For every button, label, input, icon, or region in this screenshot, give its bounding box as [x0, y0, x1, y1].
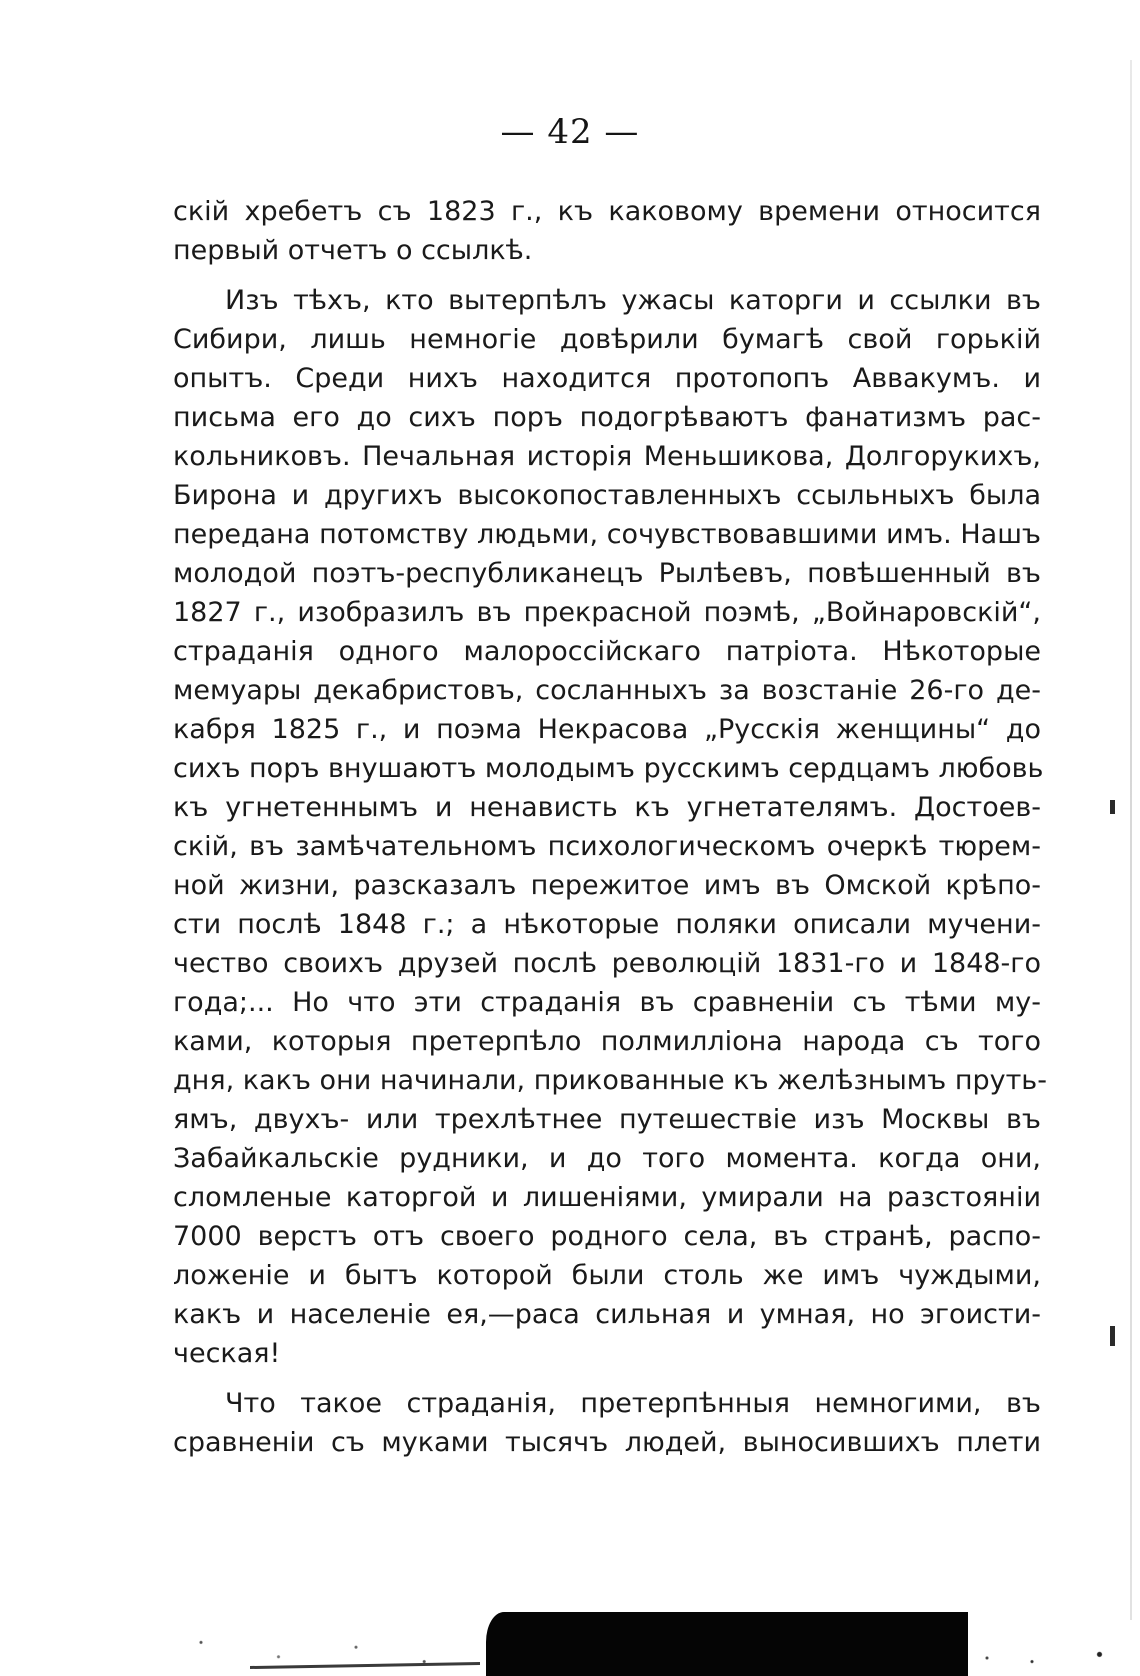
- text-line: опытъ. Среди нихъ находится протопопъ Аввакумъ. и: [173, 363, 1041, 394]
- text-line: сломленые каторгой и лишеніями, умирали на разстояніи: [173, 1182, 1041, 1213]
- text-line: сравненіи съ муками тысячъ людей, выносившихъ плети: [173, 1427, 1041, 1458]
- text-line: кабря 1825 г., и поэма Некрасова „Русскія женщины“ до: [173, 714, 1041, 745]
- paragraph-gap: [173, 270, 1041, 281]
- text-line: мемуары декабристовъ, сосланныхъ за возстаніе 26-го де-: [173, 675, 1041, 706]
- text-line: молодой поэтъ-республиканецъ Рылѣевъ, повѣшенный въ: [173, 558, 1041, 589]
- body-text: [173, 192, 1047, 1462]
- text-line: 1827 г., изобразилъ въ прекрасной поэмѣ, „Войнаровскій“,: [173, 597, 1041, 628]
- text-line: ками, которыя претерпѣло полмилліона народа съ того: [173, 1026, 1041, 1057]
- text-line: дня, какъ они начинали, прикованные къ желѣзнымъ пруть-: [173, 1065, 1047, 1096]
- scan-artifact-bar: [486, 1612, 968, 1676]
- paragraph-gap: [173, 1373, 1041, 1384]
- text-line: кольниковъ. Печальная исторія Меньшикова, Долгорукихъ,: [173, 441, 1041, 472]
- text-line: чество своихъ друзей послѣ революцій 1831-го и 1848-го: [173, 948, 1041, 979]
- page-edge-shadow: [1130, 60, 1132, 1620]
- text-line: ямъ, двухъ- или трехлѣтнее путешествіе изъ Москвы въ: [173, 1104, 1041, 1135]
- text-line: года;... Но что эти страданія въ сравненіи съ тѣми му-: [173, 987, 1041, 1018]
- margin-mark: [1110, 1326, 1115, 1346]
- text-line: ной жизни, разсказалъ пережитое имъ въ Омской крѣпо-: [173, 870, 1041, 901]
- margin-mark: [1110, 800, 1115, 814]
- text-line: какъ и населеніе ея,—раса сильная и умная, но эгоисти-: [173, 1299, 1041, 1330]
- text-line: Что такое страданія, претерпѣнныя немногими, въ: [225, 1388, 1041, 1419]
- text-line: ложеніе и бытъ которой были столь же имъ чуждыми,: [173, 1260, 1041, 1291]
- text-line: Сибири, лишь немногіе довѣрили бумагѣ свой горькій: [173, 324, 1041, 355]
- text-line: передана потомству людьми, сочувствовавшими имъ. Нашъ: [173, 519, 1041, 550]
- page-number: — 42 —: [500, 112, 640, 152]
- text-line: сти послѣ 1848 г.; а нѣкоторые поляки описали мучени-: [173, 909, 1041, 940]
- text-line: письма его до сихъ поръ подогрѣваютъ фанатизмъ рас-: [173, 402, 1041, 433]
- text-line: Забайкальскіе рудники, и до того момента. когда они,: [173, 1143, 1041, 1174]
- text-line: страданія одного малороссійскаго патріота. Нѣкоторые: [173, 636, 1041, 667]
- text-line: скій хребетъ съ 1823 г., къ каковому времени относится: [173, 196, 1041, 227]
- text-line: къ угнетеннымъ и ненависть къ угнетателямъ. Достоев-: [173, 792, 1041, 823]
- text-line: первый отчетъ о ссылкѣ.: [173, 235, 533, 266]
- text-line: сихъ поръ внушаютъ молодымъ русскимъ сердцамъ любовь: [173, 753, 1044, 784]
- text-line: Бирона и другихъ высокопоставленныхъ ссыльныхъ была: [173, 480, 1041, 511]
- scan-artifact: [170, 1628, 480, 1676]
- scan-artifact: [972, 1640, 1122, 1676]
- text-line: ческая!: [173, 1338, 281, 1369]
- text-line: Изъ тѣхъ, кто вытерпѣлъ ужасы каторги и ссылки въ: [225, 285, 1041, 316]
- text-line: 7000 верстъ отъ своего родного села, въ странѣ, распо-: [173, 1221, 1041, 1252]
- text-line: скій, въ замѣчательномъ психологическомъ очеркѣ тюрем-: [173, 831, 1041, 862]
